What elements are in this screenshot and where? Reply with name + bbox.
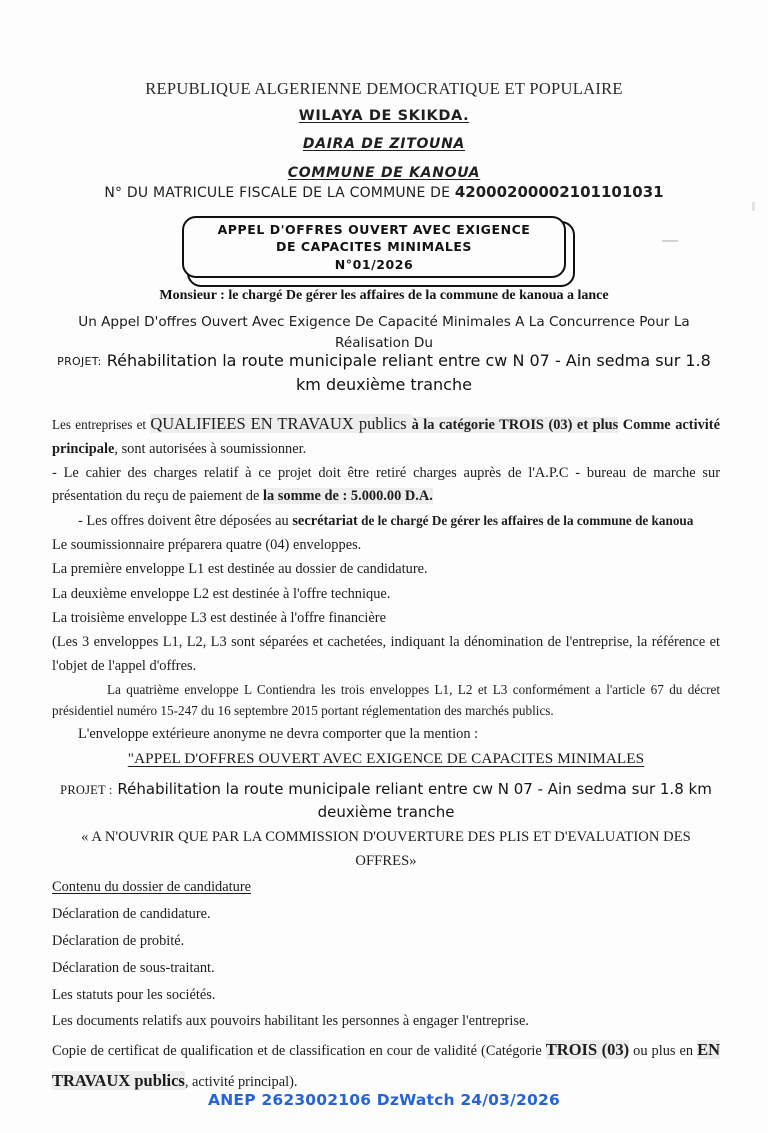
deposit-authority: de le chargé De gérer les affaires de la commune de kanoua — [357, 512, 694, 528]
body-content — [52, 411, 720, 1097]
tender-announcement-line: Un Appel D'offres Ouvert Avec Exigence De Capacité Minimales A La Concurrence Pour La Réalisation Du — [78, 314, 690, 352]
commune-heading — [0, 165, 768, 181]
republic-heading: REPUBLIQUE ALGERIENNE DEMOCRATIQUE ET POPULAIRE — [145, 79, 623, 98]
certificate-tail: , activité principal). — [184, 1073, 298, 1090]
daira-label: DAIRA DE ZITOUNA — [302, 136, 466, 152]
paragraph-envelope-l2: La deuxième enveloppe L2 est destinée à l'offre technique. — [52, 585, 391, 602]
list-item: Les documents relatifs aux pouvoirs habilitant les personnes à engager l'entreprise. — [52, 1013, 529, 1030]
paragraph-deposit — [52, 510, 720, 533]
candidature-dossier-list — [52, 874, 720, 1096]
project-headline — [52, 349, 716, 397]
commune-label: COMMUNE DE KANOUA — [287, 165, 481, 181]
paragraph-envelope-l1: La première enveloppe L1 est destinée au dossier de candidature. — [52, 561, 428, 578]
fiscal-matricule-line — [0, 183, 768, 201]
tender-title-frame — [182, 216, 566, 278]
qualification-intro: Les entreprises et — [52, 417, 151, 432]
paragraph-envelope-l4: La quatrième enveloppe L Contiendra les trois enveloppes L1, L2 et L3 conformément a l'article 67 du décret présidentiel numéro 15-247 du 16 septembre 2015 portant réglementation des marchés publics. — [52, 682, 720, 719]
scan-artifact-mark — [662, 240, 678, 242]
paragraph-envelopes-count: Le soumissionnaire préparera quatre (04) enveloppes. — [52, 537, 362, 554]
addressee-line: Monsieur : le chargé De gérer les affaires de la commune de kanoua a lance — [159, 288, 609, 303]
project-headline-repeat — [52, 778, 720, 825]
list-item: Déclaration de probité. — [52, 933, 185, 950]
certificate-intro: Copie de certificat de qualification et de classification en cour de validité (Catégorie — [52, 1043, 546, 1060]
charges-text: - Le cahier des charges relatif à ce projet doit être retiré charges auprès de l'A.P.C - bureau de marche sur présentation du reçu de paiement de — [52, 465, 720, 505]
wilaya-heading — [0, 108, 768, 124]
commission-opening-note: « A N'OUVRIR QUE PAR LA COMMISSION D'OUVERTURE DES PLIS ET D'EVALUATION DES OFFRES» — [81, 829, 691, 869]
qualification-activity: Comme activité principale — [52, 417, 720, 457]
charges-amount: la somme de : 5.000.00 D.A. — [262, 488, 433, 505]
paragraph-outer-envelope: L'enveloppe extérieure anonyme ne devra comporter que la mention : — [78, 725, 479, 742]
daira-heading — [0, 136, 768, 152]
deposit-secretariat: secrétariat — [292, 512, 358, 529]
paragraph-qualification — [52, 411, 720, 461]
project-text-top: Réhabilitation la route municipale reliant entre cw N 07 - Ain sedma sur 1.8 km deuxième tranche — [106, 351, 711, 394]
fiscal-matricule-label: N° DU MATRICULE FISCALE DE LA COMMUNE DE — [104, 185, 455, 201]
scan-artifact-edge — [752, 202, 755, 211]
certificate-requirement — [52, 1035, 720, 1096]
project-label-top: PROJET: — [57, 355, 102, 368]
qualification-tail: , sont autorisées à soumissionner. — [114, 440, 307, 457]
list-item: Les statuts pour les sociétés. — [52, 986, 216, 1003]
paragraph-envelope-l3: La troisième enveloppe L3 est destinée à l'offre financière — [52, 610, 386, 627]
paragraph-charges — [52, 462, 720, 509]
wilaya-label: WILAYA DE SKIKDA. — [298, 108, 470, 124]
fiscal-matricule-number: 42000200002101101031 — [454, 183, 664, 201]
project-label-bottom: PROJET : — [60, 782, 113, 797]
project-text-bottom: Réhabilitation la route municipale reliant entre cw N 07 - Ain sedma sur 1.8 km deuxième tranche — [117, 779, 712, 821]
anep-footer: ANEP 2623002106 DzWatch 24/03/2026 — [208, 1091, 560, 1109]
tender-title-line-2: DE CAPACITES MINIMALES — [276, 239, 472, 255]
certificate-category: TROIS (03) — [545, 1040, 630, 1060]
tender-title-number: N°01/2026 — [334, 256, 414, 272]
certificate-middle: ou plus en — [629, 1043, 698, 1060]
envelope-mention-line — [52, 747, 720, 772]
certificate-activity: EN TRAVAUX publics — [52, 1040, 721, 1090]
list-item: Déclaration de sous-traitant. — [52, 959, 215, 976]
tender-title-line-1: APPEL D'OFFRES OUVERT AVEC EXIGENCE — [217, 222, 531, 238]
envelope-mention-text: "APPEL D'OFFRES OUVERT AVEC EXIGENCE DE CAPACITES MINIMALES — [127, 750, 645, 768]
tender-title-box — [182, 216, 566, 278]
dossier-heading: Contenu du dossier de candidature — [52, 879, 252, 896]
list-item: Déclaration de candidature. — [52, 906, 211, 923]
qualification-category: QUALIFIEES EN TRAVAUX publics — [150, 414, 412, 433]
deposit-text: - Les offres doivent être déposées au — [78, 512, 293, 529]
qualification-class: à la catégorie TROIS (03) et plus — [411, 417, 619, 433]
paragraph-envelopes-sealed: (Les 3 enveloppes L1, L2, L3 sont séparées et cachetées, indiquant la dénomination de l'entreprise, la référence et l'objet de l'appel d'offres. — [52, 634, 720, 674]
